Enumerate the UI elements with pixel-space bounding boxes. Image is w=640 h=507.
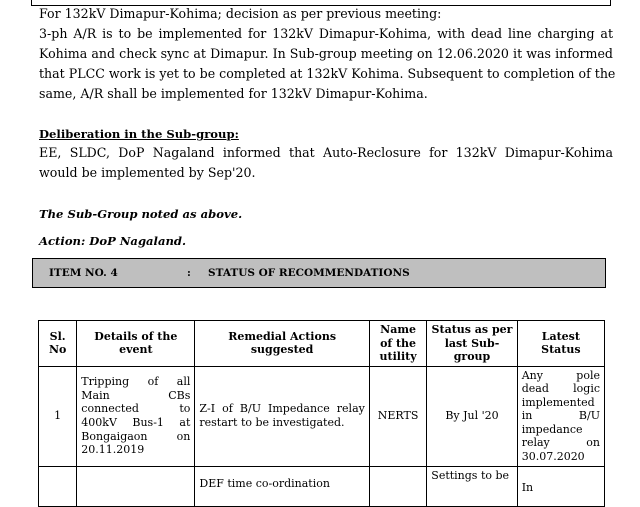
item-header-bar <box>32 258 606 288</box>
cell-utility: NERTS <box>369 366 426 466</box>
cell-latest-status: Any pole dead logic implemented in B/U impedance relay on 30.07.2020 <box>517 366 604 466</box>
table-row <box>39 466 605 506</box>
table-row <box>39 366 605 466</box>
intro-line: that PLCC work is yet to be completed at 132kV Kohima. Subsequent to completion of the <box>39 66 616 81</box>
column-header-status-last: Status as per last Sub-group <box>427 321 517 367</box>
intro-line: For 132kV Dimapur-Kohima; decision as per previous meeting: <box>39 6 442 21</box>
deliberation-line: would be implemented by Sep'20. <box>39 165 256 180</box>
item-colon: : <box>187 267 191 279</box>
cell-details <box>77 466 195 506</box>
deliberation-paragraph <box>39 143 613 183</box>
action-statement: Action: DoP Nagaland. <box>39 234 187 248</box>
cell-sl-no: 1 <box>39 366 77 466</box>
cell-latest-status: In <box>517 466 604 506</box>
cell-details: Tripping of all Main CBs connected to 400kV Bus-1 at Bongaigaon on 20.11.2019 <box>77 366 195 466</box>
item-title: STATUS OF RECOMMENDATIONS <box>208 267 410 279</box>
intro-line: 3-ph A/R is to be implemented for 132kV Dimapur-Kohima, with dead line charging at <box>39 26 613 41</box>
table-header-row <box>39 321 605 367</box>
cell-remedial: Z-I of B/U Impedance relay restart to be investigated. <box>195 366 369 466</box>
deliberation-heading: Deliberation in the Sub-group: <box>39 127 239 141</box>
recommendations-table <box>38 320 605 507</box>
cell-utility <box>369 466 426 506</box>
intro-paragraph <box>39 4 616 104</box>
column-header-remedial-actions: Remedial Actions suggested <box>195 321 369 367</box>
cell-status: Settings to be <box>427 466 517 506</box>
intro-line: same, A/R shall be implemented for 132kV Dimapur-Kohima. <box>39 86 428 101</box>
cell-sl-no <box>39 466 77 506</box>
column-header-utility: Name of the utility <box>369 321 426 367</box>
cell-remedial: DEF time co-ordination <box>195 466 369 506</box>
deliberation-line: EE, SLDC, DoP Nagaland informed that Auto-Reclosure for 132kV Dimapur-Kohima <box>39 145 613 160</box>
cell-status: By Jul '20 <box>427 366 517 466</box>
column-header-details: Details of the event <box>77 321 195 367</box>
column-header-latest-status: Latest Status <box>517 321 604 367</box>
noted-statement: The Sub-Group noted as above. <box>39 207 243 221</box>
intro-line: Kohima and check sync at Dimapur. In Sub-group meeting on 12.06.2020 it was informed <box>39 46 613 61</box>
item-number: ITEM NO. 4 <box>49 267 118 279</box>
column-header-sl-no: Sl. No <box>39 321 77 367</box>
